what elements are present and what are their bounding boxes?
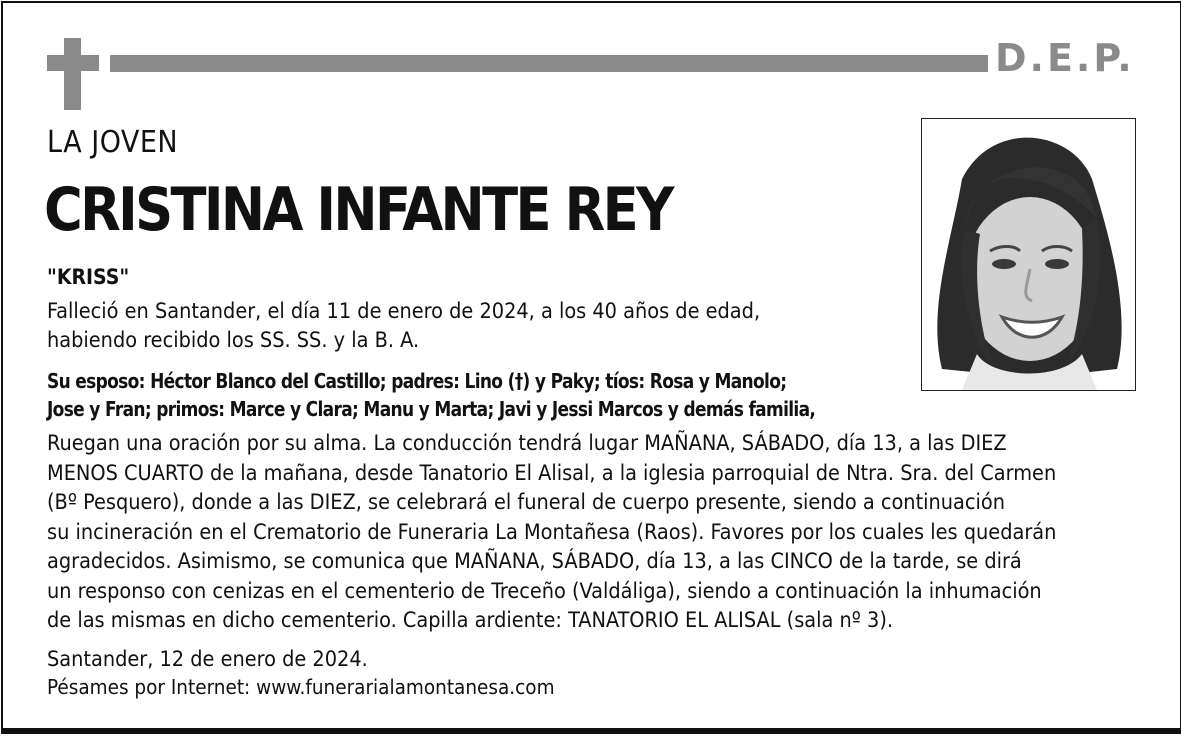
- service-line: Ruegan una oración por su alma. La conducción tendrá lugar MAÑANA, SÁBADO, día 13, a las DIEZ: [47, 431, 1007, 456]
- family-text: [47, 367, 815, 423]
- announcement-line: Falleció en Santander, el día 11 de enero de 2024, a los 40 años de edad,: [47, 299, 761, 324]
- portrait-photo: [921, 118, 1136, 391]
- service-line: su incineración en el Crematorio de Funeraria La Montañesa (Raos). Favores por los cuales les quedarán: [47, 519, 1057, 545]
- condolences-line: Pésames por Internet: www.funerarialamontanesa.com: [47, 675, 555, 699]
- family-line: Su esposo: Héctor Blanco del Castillo; padres: Lino (†) y Paky; tíos: Rosa y Manolo;: [47, 369, 787, 393]
- deceased-prefix: LA JOVEN: [47, 125, 179, 160]
- service-line: (Bº Pesquero), donde a las DIEZ, se celebrará el funeral de cuerpo presente, siendo a continuación: [47, 490, 1005, 515]
- announcement-line: habiendo recibido los SS. SS. y la B. A.: [47, 328, 420, 353]
- service-line: de las mismas en dicho cementerio. Capilla ardiente: TANATORIO EL ALISAL (sala nº 3).: [47, 608, 894, 633]
- service-line: MENOS CUARTO de la mañana, desde Tanatorio El Alisal, a la iglesia parroquial de Ntra. Sra. del Carmen: [47, 460, 1057, 486]
- notice-date: Santander, 12 de enero de 2024.: [47, 647, 368, 672]
- service-text: [47, 429, 1056, 636]
- announcement-text: [47, 297, 760, 355]
- header-rule: [110, 55, 988, 72]
- deceased-nickname: "KRISS": [47, 265, 130, 289]
- dep-label: D.E.P.: [995, 36, 1135, 80]
- deceased-name: CRISTINA INFANTE REY: [44, 175, 672, 245]
- service-line: agradecidos. Asimismo, se comunica que MAÑANA, SÁBADO, día 13, a las CINCO de la tarde, se dirá: [47, 549, 1022, 574]
- service-line: un responso con cenizas en el cementerio de Treceño (Valdáliga), siendo a continuación la inhumación: [47, 578, 1042, 604]
- family-line: Jose y Fran; primos: Marce y Clara; Manu y Marta; Javi y Jessi Marcos y demás familia,: [47, 397, 816, 421]
- cross-icon: [47, 38, 99, 110]
